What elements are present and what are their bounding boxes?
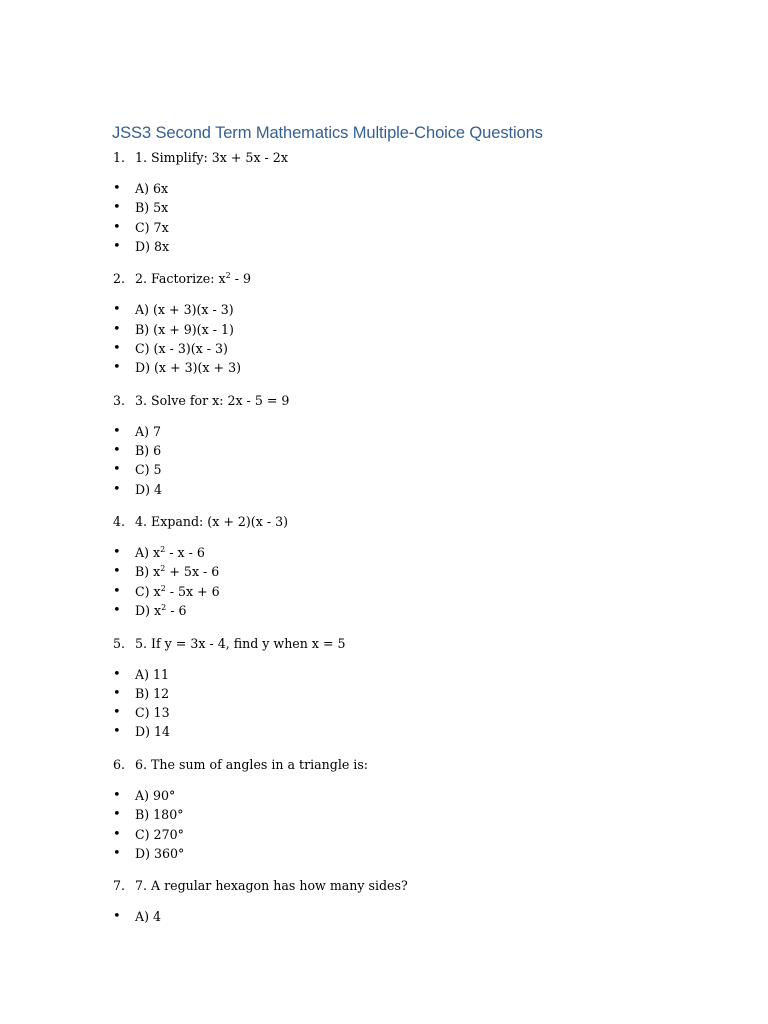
bullet-icon: • [113,845,121,861]
bullet-icon: • [113,705,121,721]
option-text: C) 7x [135,219,169,235]
question-text: 2. Factorize: $x^2 - 9$ [135,271,251,287]
option-text: C) 5 [135,462,162,478]
bullet-icon: • [113,564,121,580]
option-text: D) 14 [135,724,171,740]
option-text: C) (x - 3)(x - 3) [135,340,228,356]
option-text: D) 8x [135,238,170,254]
bullet-icon: • [113,787,121,803]
question-item [0,512,768,633]
bullet-icon: • [113,340,121,356]
question-item [0,269,768,390]
option-text: A) 4 [135,909,162,925]
question-item [0,755,768,876]
bullet-icon: • [113,666,121,682]
bullet-icon: • [113,321,121,337]
option-text: A) 11 [135,666,170,682]
question-text: 3. Solve for x: 2x - 5 = 9 [135,392,290,408]
option-text: B) 5x [135,200,169,216]
bullet-icon: • [113,685,121,701]
question-item [0,876,768,997]
option-text: A) 90° [135,787,176,803]
option-text: A) (x + 3)(x - 3) [135,302,234,318]
option-text: D) $x^2 - 6$ [135,603,187,619]
bullet-icon: • [113,302,121,318]
option-text: C) 13 [135,705,170,721]
bullet-icon: • [113,462,121,478]
option-text: B) 12 [135,685,170,701]
question-number: 7. [113,878,126,894]
question-text: 7. A regular hexagon has how many sides? [135,878,408,894]
bullet-icon: • [113,200,121,216]
option-text: B) (x + 9)(x - 1) [135,321,234,337]
option-text: A) 6x [135,181,169,196]
question-number: 5. [113,635,126,651]
option-text: A) 7 [135,423,162,439]
bullet-icon: • [113,360,121,376]
question-number: 4. [113,514,126,530]
question-item [0,148,768,269]
bullet-icon: • [113,181,121,196]
option-text: B) $x^2 + 5x - 6$ [135,564,220,580]
bullet-icon: • [113,807,121,823]
question-number: 3. [113,392,126,408]
question-text: 1. Simplify: 3x + 5x - 2x [135,150,288,165]
option-text: C) $x^2 - 5x + 6$ [135,583,220,599]
option-text: D) 4 [135,481,163,497]
question-list [0,148,768,998]
option-text: B) 6 [135,443,162,459]
question-number: 6. [113,756,126,772]
option-text: B) 180° [135,807,184,823]
option-text: A) $x^2$ - x - 6 [135,545,205,561]
document-title: JSS3 Second Term Mathematics Multiple-Choice Questions [112,124,543,142]
bullet-icon: • [113,423,121,439]
question-item [0,391,768,512]
question-item [0,634,768,755]
option-text: C) 270° [135,826,184,842]
bullet-icon: • [113,443,121,459]
bullet-icon: • [113,603,121,619]
question-number: 1. [113,150,126,165]
option-text: D) (x + 3)(x + 3) [135,360,242,376]
bullet-icon: • [113,583,121,599]
bullet-icon: • [113,219,121,235]
question-text: 6. The sum of angles in a triangle is: [135,756,369,772]
question-number: 2. [113,271,126,287]
bullet-icon: • [113,909,121,925]
question-text: 5. If y = 3x - 4, find y when x = 5 [135,635,346,651]
bullet-icon: • [113,724,121,740]
option-text: D) 360° [135,845,185,861]
bullet-icon: • [113,826,121,842]
question-text: 4. Expand: (x + 2)(x - 3) [135,514,289,530]
bullet-icon: • [113,481,121,497]
bullet-icon: • [113,545,121,561]
bullet-icon: • [113,238,121,254]
